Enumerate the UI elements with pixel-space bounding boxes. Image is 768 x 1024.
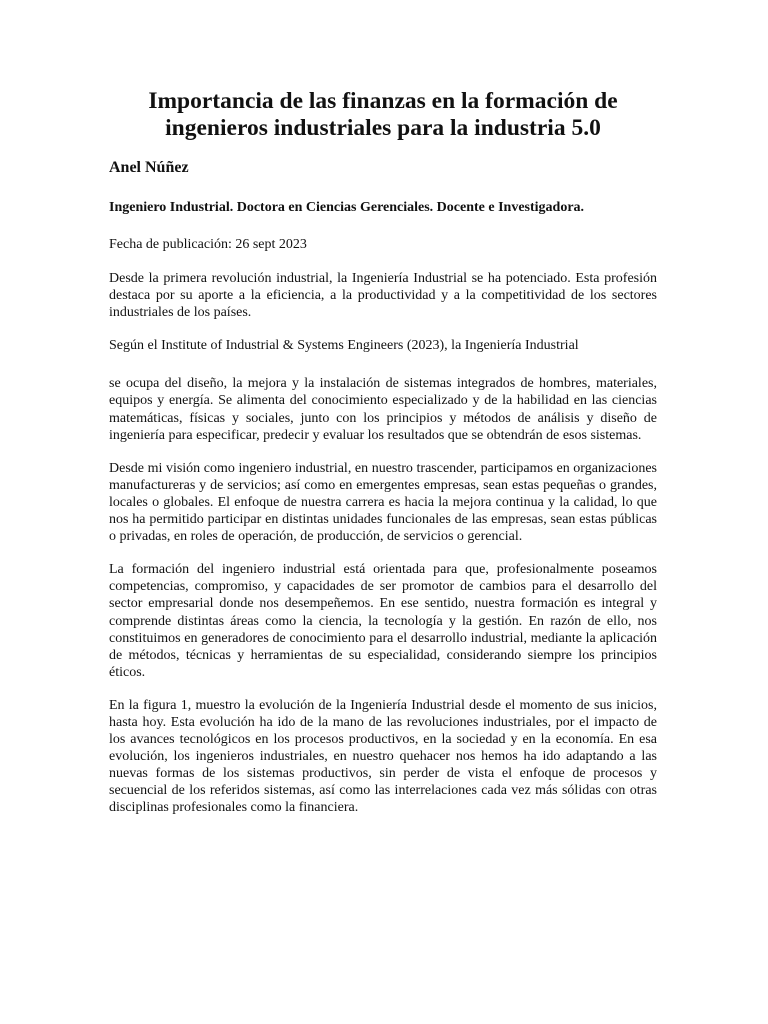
paragraph-evolution: En la figura 1, muestro la evolución de la Ingeniería Industrial desde el momento de sus inicios, hasta hoy. Esta evolución ha ido de la mano de las revoluciones industriales, por el impacto de los avances tecnológicos en los procesos productivos, en la sociedad y en la economía. En esa evolución, los ingenieros industriales, en nuestro quehacer nos hemos ha ido adaptando a las nuevas formas de los sistemas productivos, sin perder de vista el enfoque de procesos y secuencial de los referidos sistemas, así como las interrelaciones cada vez más sólidas con otras disciplinas profesionales como la financiera. xyxy=(109,697,657,816)
paragraph-definition: se ocupa del diseño, la mejora y la instalación de sistemas integrados de hombres, materiales, equipos y energía. Se alimenta del conocimiento especializado y de la habilidad en las ciencias matemáticas, físicas y sociales, junto con los principios y métodos de análisis y diseño de ingeniería para especificar, predecir y evaluar los resultados que se obtendrán de esos sistemas. xyxy=(109,376,657,443)
paragraph-intro: Desde la primera revolución industrial, la Ingeniería Industrial se ha potenciado. Esta profesión destaca por su aporte a la eficiencia, a la productividad y a la competitividad de los sectores industriales de los países. xyxy=(109,271,657,321)
author-affiliation: Ingeniero Industrial. Doctora en Ciencias Gerenciales. Docente e Investigadora. xyxy=(109,200,585,215)
author-name: Anel Núñez xyxy=(109,159,189,176)
paragraph-quote-intro: Según el Institute of Industrial & Systems Engineers (2023), la Ingeniería Industrial xyxy=(109,338,579,354)
document-title: Importancia de las finanzas en la formación de ingenieros industriales para la industria 5.0 xyxy=(148,88,618,141)
paragraph-formation: La formación del ingeniero industrial está orientada para que, profesionalmente poseamos competencias, compromiso, y capacidades de ser promotor de cambios para el desarrollo del sector empresarial donde nos desempeñemos. En ese sentido, nuestra formación es integral y comprende distintas áreas como la ciencia, la tecnología y la gestión. En razón de ello, nos constituimos en generadores de conocimiento para el desarrollo industrial, mediante la aplicación de métodos, técnicas y herramientas de su especialidad, considerando siempre los principios éticos. xyxy=(109,562,657,680)
document-page xyxy=(109,88,657,833)
paragraph-vision: Desde mi visión como ingeniero industrial, en nuestro trascender, participamos en organizaciones manufactureras y de servicios; así como en emergentes empresas, sean estas pequeñas o grandes, locales o globales. El enfoque de nuestra carrera es hacia la mejora continua y la calidad, lo que nos ha permitido participar en distintas unidades funcionales de las empresas, sean estas públicas o privadas, en roles de operación, de producción, de servicios o gerencial. xyxy=(109,460,657,545)
publication-date: Fecha de publicación: 26 sept 2023 xyxy=(109,237,307,252)
